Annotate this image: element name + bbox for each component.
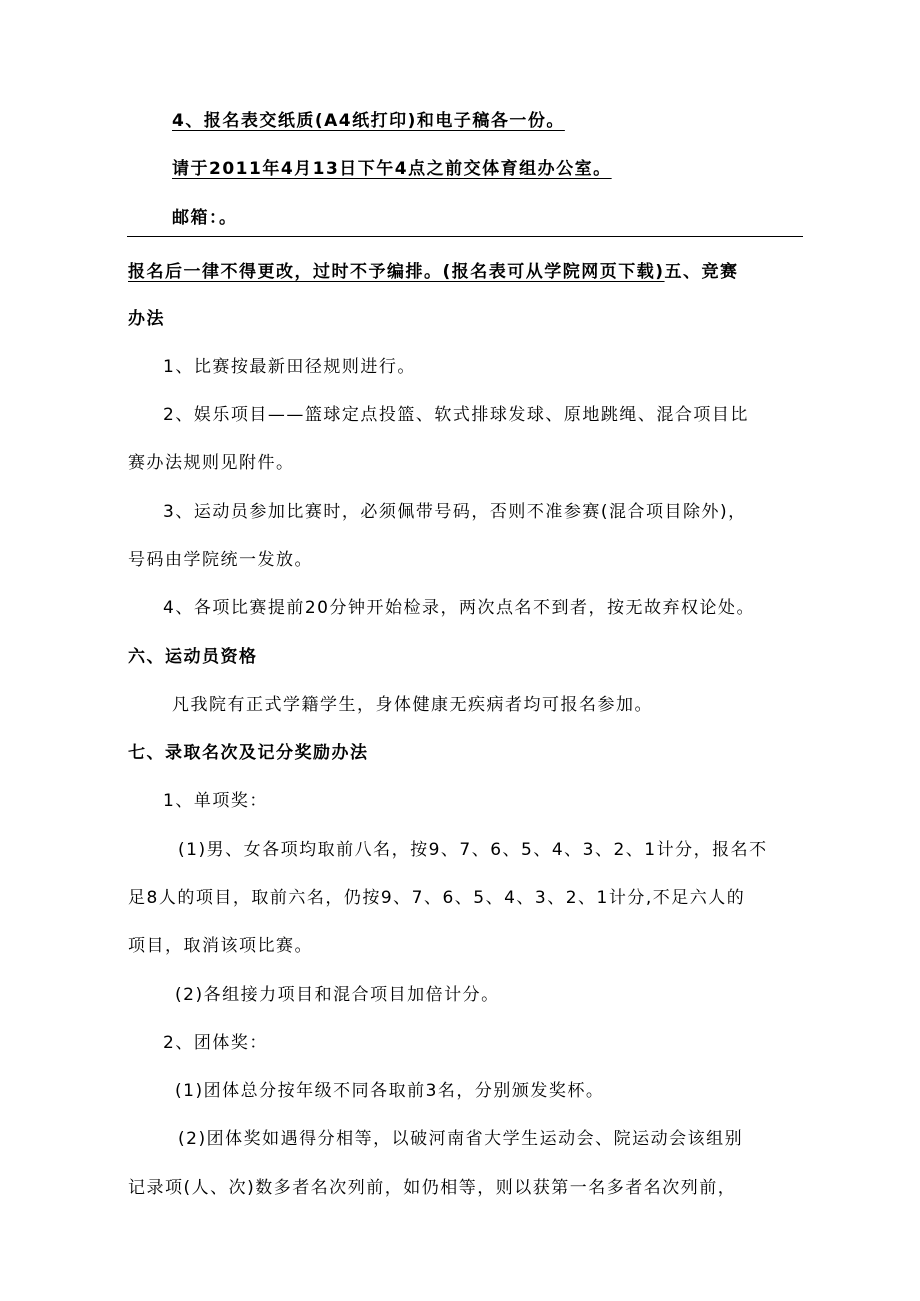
rule1-text: 1、比赛按最新田径规则进行。 [163,357,416,377]
section5-heading: 五、竞赛 [664,262,739,282]
horizontal-rule [127,236,803,237]
award1-1-line1: (1)男、女各项均取前八名，按9、7、6、5、4、3、2、1计分，报名不 [178,840,768,860]
award1-1-line3: 项目，取消该项比赛。 [128,936,313,956]
section6-heading: 六、运动员资格 [128,647,258,667]
rule3-line1: 3、运动员参加比赛时，必须佩带号码，否则不准参赛(混合项目除外)， [163,502,747,522]
award2-1-text: (1)团体总分按年级不同各取前3名，分别颁发奖杯。 [175,1081,605,1101]
award2-2-line1: (2)团体奖如遇得分相等，以破河南省大学生运动会、院运动会该组别 [178,1129,744,1149]
award1-2-text: (2)各组接力项目和混合项目加倍计分。 [175,985,500,1005]
section7-heading: 七、录取名次及记分奖励办法 [128,743,369,763]
section6-body: 凡我院有正式学籍学生，身体健康无疾病者均可报名参加。 [172,695,653,715]
rule4-text: 4、各项比赛提前20分钟开始检录，两次点名不到者，按无故弃权论处。 [163,598,755,618]
email-text: 邮箱：。 [172,208,238,228]
rule2-line1: 2、娱乐项目——篮球定点投篮、软式排球发球、原地跳绳、混合项目比 [163,405,749,425]
award1-1-line2: 足8人的项目，取前六名，仍按9、7、6、5、4、3、2、1计分,不足六人的 [128,888,746,908]
item4-submit-text: 4、报名表交纸质(A4纸打印)和电子稿各一份。 [172,111,565,131]
award1-title: 1、单项奖： [163,791,268,811]
award2-2-line2: 记录项(人、次)数多者名次列前，如仍相等，则以获第一名多者名次列前， [128,1178,737,1198]
section5-heading-cont: 办法 [128,309,165,329]
rule2-line2: 赛办法规则见附件。 [128,453,295,473]
rule3-line2: 号码由学院统一发放。 [128,550,313,570]
award2-title: 2、团体奖： [163,1033,268,1053]
deadline-text: 请于2011年4月13日下午4点之前交体育组办公室。 [172,159,612,179]
no-change-notice: 报名后一律不得更改，过时不予编排。(报名表可从学院网页下载) [128,262,665,282]
notice-line [128,260,739,284]
